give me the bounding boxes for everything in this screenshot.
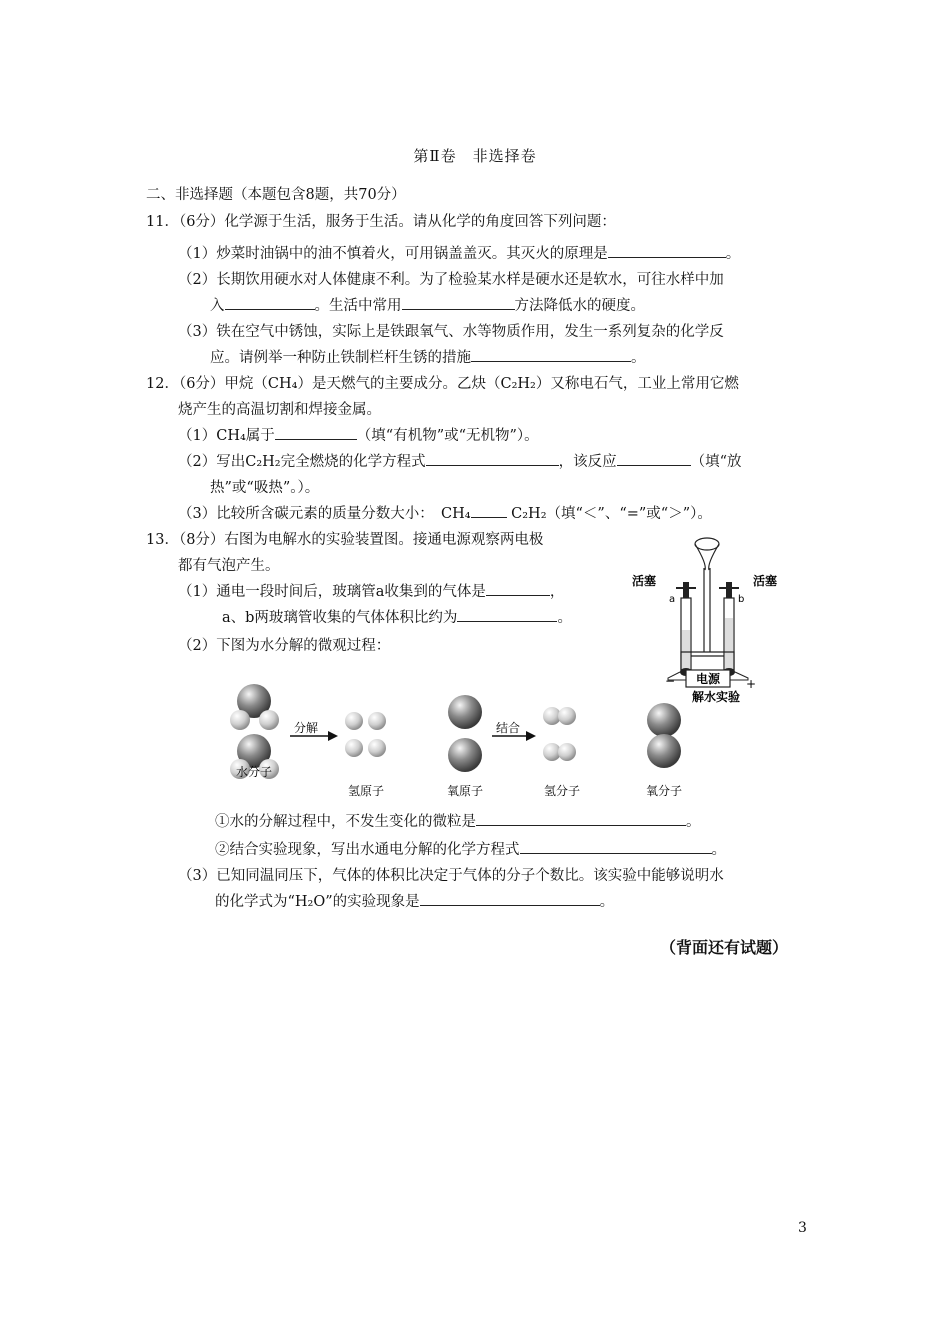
section-header: 二、非选择题（本题包含8题，共70分） (146, 187, 406, 203)
left-valve-label: 活塞 (632, 574, 657, 588)
label-hydrogen-molecule: 氢分子 (543, 784, 581, 798)
q13-part1-line1: （1）通电一段时间后，玻璃管a收集到的气体是 ， (178, 580, 564, 601)
answer-blank[interactable] (225, 295, 315, 310)
q13-part1-line2: a、b两玻璃管收集的气体体积比约为 。 (222, 606, 572, 627)
arrow-right-icon (526, 731, 536, 741)
answer-blank[interactable] (426, 451, 559, 466)
hydrogen-molecules (543, 707, 576, 761)
q13-stem-line2: 都有气泡产生。 (178, 558, 280, 574)
answer-blank[interactable] (476, 811, 686, 826)
q11-part2-line1: （2）长期饮用硬水对人体健康不利。为了检验某水样是硬水还是软水，可往水样中加 (178, 272, 724, 288)
hydrogen-atoms (345, 712, 386, 757)
q12-part3: （3）比较所含碳元素的质量分数大小： CH₄ C₂H₂（填“＜”、“=”或“＞”）。 (178, 502, 712, 523)
answer-blank[interactable] (486, 581, 550, 596)
q13-part3-line2: 的化学式为“H₂O”的实验现象是 。 (215, 890, 614, 911)
power-label: 电源 (695, 672, 721, 686)
right-valve-label: 活塞 (753, 574, 778, 588)
back-page-note: （背面还有试题） (660, 938, 789, 957)
answer-blank[interactable] (420, 891, 600, 906)
answer-blank[interactable] (617, 451, 691, 466)
label-oxygen-molecule: 氧分子 (645, 784, 683, 798)
plus-label: + (746, 677, 757, 691)
q11-part1: （1）炒菜时油锅中的油不慎着火，可用锅盖盖灭。其灭火的原理是 。 (178, 242, 740, 263)
apparatus-caption: 解水实验 (691, 690, 741, 704)
label-water-molecule: 水分子 (235, 765, 273, 779)
decompose-label: 分解 (294, 721, 319, 735)
label-oxygen-atom: 氧原子 (446, 784, 484, 798)
q12-stem-line1: 12．（6分）甲烷（CH₄）是天燃气的主要成分。乙炔（C₂H₂）又称电石气，工业上常用它燃 (146, 376, 739, 392)
answer-blank[interactable] (471, 503, 507, 518)
combine-label: 结合 (496, 721, 521, 735)
answer-blank[interactable] (457, 607, 557, 622)
section-title: 第Ⅱ卷 非选择卷 (413, 147, 537, 165)
q12-part2-line2: 热”或“吸热”。）。 (210, 480, 320, 496)
q12-part2-line1: （2）写出C₂H₂完全燃烧的化学方程式 ，该反应 （填“放 (178, 450, 742, 471)
q13-stem-line1: 13．（8分）右图为电解水的实验装置图。接通电源观察两电极 (146, 532, 544, 548)
page-number: 3 (798, 1220, 807, 1236)
q13-sub1: ①水的分解过程中，不发生变化的微粒是 。 (215, 810, 701, 831)
q11-stem: 11．（6分）化学源于生活，服务于生活。请从化学的角度回答下列问题： (146, 214, 616, 230)
q12-part1: （1）CH₄属于 （填“有机物”或“无机物”）。 (178, 424, 539, 445)
water-decomposition-diagram (222, 676, 702, 800)
q11-part3-line2: 应。请例举一种防止铁制栏杆生锈的措施 。 (210, 346, 646, 367)
q13-sub2: ②结合实验现象，写出水通电分解的化学方程式 。 (215, 838, 726, 859)
q12-stem-line2: 烧产生的高温切割和焊接金属。 (178, 402, 381, 418)
q13-part2: （2）下图为水分解的微观过程： (178, 638, 391, 654)
oxygen-atoms (448, 695, 482, 772)
answer-blank[interactable] (402, 295, 515, 310)
q11-part3-line1: （3）铁在空气中锈蚀，实际上是铁跟氧气、水等物质作用，发生一系列复杂的化学反 (178, 324, 724, 340)
tube-a-label: a (669, 594, 676, 605)
answer-blank[interactable] (275, 425, 357, 440)
answer-blank[interactable] (608, 243, 726, 258)
answer-blank[interactable] (520, 839, 712, 854)
arrow-right-icon (328, 731, 338, 741)
oxygen-molecule (647, 703, 681, 768)
q11-part2-line2: 入 。生活中常用 方法降低水的硬度。 (210, 294, 645, 315)
q13-part3-line1: （3）已知同温同压下，气体的体积比决定于气体的分子个数比。该实验中能够说明水 (178, 868, 724, 884)
label-hydrogen-atom: 氢原子 (347, 784, 385, 798)
answer-blank[interactable] (471, 347, 631, 362)
tube-b-label: b (738, 594, 745, 605)
minus-label: − (665, 674, 676, 688)
